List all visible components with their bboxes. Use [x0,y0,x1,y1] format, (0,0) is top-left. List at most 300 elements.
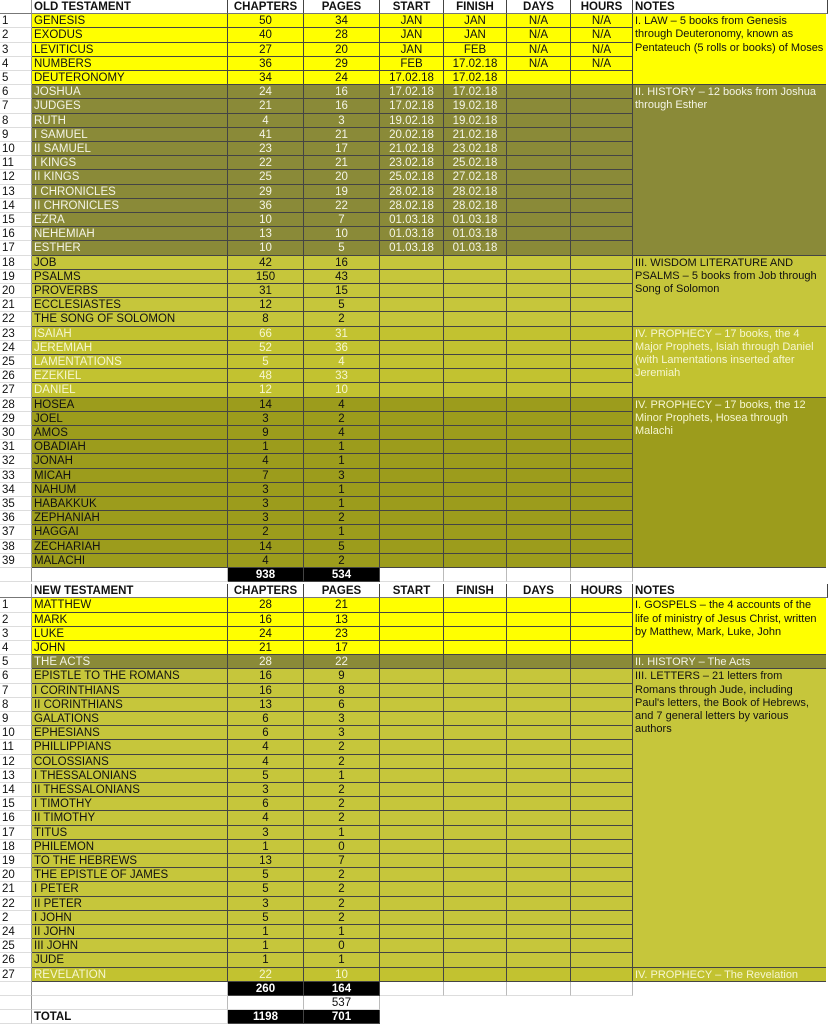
chapter-count[interactable]: 28 [228,598,304,612]
finish-date[interactable]: 19.02.18 [444,99,507,113]
book-name[interactable]: JOSHUA [32,85,228,99]
hours-value[interactable] [571,355,633,369]
page-count[interactable]: 7 [304,213,380,227]
page-count[interactable]: 16 [304,85,380,99]
page-count[interactable]: 1 [304,483,380,497]
finish-date[interactable]: 23.02.18 [444,142,507,156]
start-date[interactable] [380,298,444,312]
start-date[interactable] [380,497,444,511]
book-name[interactable]: MATTHEW [32,598,228,612]
chapter-count[interactable]: 40 [228,28,304,42]
hours-value[interactable] [571,383,633,397]
page-count[interactable]: 10 [304,968,380,982]
book-name[interactable]: MALACHI [32,554,228,568]
chapter-count[interactable]: 4 [228,554,304,568]
hours-value[interactable] [571,227,633,241]
book-name[interactable]: JUDE [32,953,228,967]
book-name[interactable]: II CHRONICLES [32,199,228,213]
days-value[interactable] [507,341,571,355]
start-date[interactable]: 01.03.18 [380,227,444,241]
book-name[interactable]: PHILLIPPIANS [32,740,228,754]
finish-date[interactable] [444,897,507,911]
finish-date[interactable] [444,655,507,669]
page-count[interactable]: 22 [304,199,380,213]
finish-date[interactable] [444,740,507,754]
days-value[interactable] [507,811,571,825]
hours-value[interactable] [571,953,633,967]
finish-date[interactable] [444,939,507,953]
hours-value[interactable] [571,142,633,156]
days-value[interactable] [507,684,571,698]
finish-date[interactable] [444,469,507,483]
start-date[interactable] [380,968,444,982]
chapter-count[interactable]: 22 [228,968,304,982]
book-name[interactable]: II PETER [32,897,228,911]
finish-date[interactable]: JAN [444,14,507,28]
hours-value[interactable] [571,826,633,840]
book-name[interactable]: II CORINTHIANS [32,698,228,712]
page-count[interactable]: 8 [304,684,380,698]
start-date[interactable] [380,454,444,468]
hours-value[interactable] [571,882,633,896]
finish-date[interactable] [444,483,507,497]
book-name[interactable]: HABAKKUK [32,497,228,511]
hours-value[interactable] [571,627,633,641]
start-date[interactable]: JAN [380,43,444,57]
chapter-count[interactable]: 41 [228,128,304,142]
page-count[interactable]: 7 [304,854,380,868]
hours-value[interactable] [571,698,633,712]
book-name[interactable]: JUDGES [32,99,228,113]
chapter-count[interactable]: 2 [228,525,304,539]
start-date[interactable] [380,270,444,284]
finish-date[interactable] [444,882,507,896]
page-count[interactable]: 10 [304,227,380,241]
days-value[interactable] [507,369,571,383]
finish-date[interactable] [444,953,507,967]
chapter-count[interactable]: 6 [228,726,304,740]
start-date[interactable] [380,641,444,655]
finish-date[interactable]: 01.03.18 [444,213,507,227]
chapter-count[interactable]: 10 [228,213,304,227]
hours-value[interactable] [571,511,633,525]
page-count[interactable]: 2 [304,897,380,911]
chapter-count[interactable]: 12 [228,298,304,312]
book-name[interactable]: JEREMIAH [32,341,228,355]
page-count[interactable]: 5 [304,241,380,255]
days-value[interactable] [507,440,571,454]
book-name[interactable]: I KINGS [32,156,228,170]
start-date[interactable] [380,755,444,769]
page-count[interactable]: 3 [304,726,380,740]
days-value[interactable] [507,142,571,156]
finish-date[interactable] [444,627,507,641]
chapter-count[interactable]: 5 [228,882,304,896]
days-value[interactable] [507,270,571,284]
start-date[interactable] [380,726,444,740]
page-count[interactable]: 19 [304,185,380,199]
book-name[interactable]: ZECHARIAH [32,540,228,554]
chapter-count[interactable]: 21 [228,641,304,655]
start-date[interactable] [380,797,444,811]
chapter-count[interactable]: 14 [228,540,304,554]
finish-date[interactable] [444,613,507,627]
book-name[interactable]: PROVERBS [32,284,228,298]
hours-value[interactable] [571,185,633,199]
page-count[interactable]: 1 [304,826,380,840]
page-count[interactable]: 6 [304,698,380,712]
days-value[interactable] [507,840,571,854]
book-name[interactable]: II KINGS [32,170,228,184]
hours-value[interactable] [571,426,633,440]
book-name[interactable]: NEHEMIAH [32,227,228,241]
hours-value[interactable] [571,199,633,213]
days-value[interactable]: N/A [507,14,571,28]
finish-date[interactable] [444,398,507,412]
hours-value[interactable] [571,454,633,468]
chapter-count[interactable]: 13 [228,227,304,241]
start-date[interactable] [380,783,444,797]
start-date[interactable]: 25.02.18 [380,170,444,184]
page-count[interactable]: 2 [304,783,380,797]
finish-date[interactable] [444,369,507,383]
finish-date[interactable] [444,854,507,868]
start-date[interactable] [380,483,444,497]
start-date[interactable] [380,398,444,412]
finish-date[interactable]: 27.02.18 [444,170,507,184]
hours-value[interactable] [571,85,633,99]
finish-date[interactable] [444,755,507,769]
start-date[interactable] [380,627,444,641]
chapter-count[interactable]: 52 [228,341,304,355]
start-date[interactable] [380,327,444,341]
days-value[interactable] [507,769,571,783]
chapter-count[interactable]: 16 [228,669,304,683]
book-name[interactable]: RUTH [32,114,228,128]
chapter-count[interactable]: 3 [228,412,304,426]
start-date[interactable] [380,939,444,953]
days-value[interactable] [507,497,571,511]
page-count[interactable]: 28 [304,28,380,42]
days-value[interactable] [507,726,571,740]
book-name[interactable]: HOSEA [32,398,228,412]
finish-date[interactable] [444,826,507,840]
days-value[interactable] [507,383,571,397]
start-date[interactable]: 28.02.18 [380,199,444,213]
page-count[interactable]: 1 [304,454,380,468]
chapter-count[interactable]: 28 [228,655,304,669]
start-date[interactable] [380,256,444,270]
finish-date[interactable] [444,511,507,525]
chapter-count[interactable]: 14 [228,398,304,412]
chapter-count[interactable]: 42 [228,256,304,270]
page-count[interactable]: 5 [304,298,380,312]
page-count[interactable]: 3 [304,114,380,128]
chapter-count[interactable]: 27 [228,43,304,57]
chapter-count[interactable]: 1 [228,925,304,939]
hours-value[interactable] [571,769,633,783]
chapter-count[interactable]: 5 [228,355,304,369]
book-name[interactable]: ISAIAH [32,327,228,341]
hours-value[interactable] [571,156,633,170]
page-count[interactable]: 16 [304,99,380,113]
book-name[interactable]: I THESSALONIANS [32,769,228,783]
days-value[interactable] [507,911,571,925]
finish-date[interactable] [444,598,507,612]
book-name[interactable]: THE SONG OF SOLOMON [32,312,228,326]
page-count[interactable]: 1 [304,925,380,939]
days-value[interactable] [507,170,571,184]
finish-date[interactable] [444,641,507,655]
chapter-count[interactable]: 1 [228,840,304,854]
book-name[interactable]: EPHESIANS [32,726,228,740]
finish-date[interactable] [444,454,507,468]
chapter-count[interactable]: 5 [228,769,304,783]
finish-date[interactable] [444,712,507,726]
finish-date[interactable] [444,698,507,712]
start-date[interactable] [380,826,444,840]
book-name[interactable]: I PETER [32,882,228,896]
page-count[interactable]: 15 [304,284,380,298]
hours-value[interactable] [571,783,633,797]
hours-value[interactable] [571,868,633,882]
page-count[interactable]: 0 [304,840,380,854]
hours-value[interactable]: N/A [571,57,633,71]
chapter-count[interactable]: 13 [228,854,304,868]
page-count[interactable]: 16 [304,256,380,270]
finish-date[interactable]: 28.02.18 [444,199,507,213]
chapter-count[interactable]: 4 [228,755,304,769]
start-date[interactable]: JAN [380,14,444,28]
book-name[interactable]: THE ACTS [32,655,228,669]
days-value[interactable] [507,797,571,811]
page-count[interactable]: 1 [304,525,380,539]
chapter-count[interactable]: 3 [228,783,304,797]
page-count[interactable]: 24 [304,71,380,85]
days-value[interactable] [507,783,571,797]
chapter-count[interactable]: 150 [228,270,304,284]
start-date[interactable] [380,284,444,298]
hours-value[interactable] [571,641,633,655]
page-count[interactable]: 2 [304,412,380,426]
days-value[interactable] [507,854,571,868]
hours-value[interactable] [571,241,633,255]
days-value[interactable] [507,953,571,967]
finish-date[interactable] [444,298,507,312]
chapter-count[interactable]: 4 [228,454,304,468]
chapter-count[interactable]: 3 [228,511,304,525]
finish-date[interactable]: 17.02.18 [444,57,507,71]
chapter-count[interactable]: 22 [228,156,304,170]
hours-value[interactable] [571,740,633,754]
chapter-count[interactable]: 4 [228,740,304,754]
book-name[interactable]: EZEKIEL [32,369,228,383]
finish-date[interactable] [444,554,507,568]
chapter-count[interactable]: 31 [228,284,304,298]
page-count[interactable]: 34 [304,14,380,28]
days-value[interactable] [507,185,571,199]
hours-value[interactable] [571,939,633,953]
start-date[interactable] [380,369,444,383]
hours-value[interactable] [571,911,633,925]
page-count[interactable]: 5 [304,540,380,554]
page-count[interactable]: 2 [304,312,380,326]
hours-value[interactable] [571,540,633,554]
start-date[interactable]: 01.03.18 [380,241,444,255]
start-date[interactable] [380,525,444,539]
page-count[interactable]: 36 [304,341,380,355]
days-value[interactable] [507,925,571,939]
start-date[interactable] [380,341,444,355]
days-value[interactable] [507,613,571,627]
book-name[interactable]: ESTHER [32,241,228,255]
chapter-count[interactable]: 13 [228,698,304,712]
book-name[interactable]: TITUS [32,826,228,840]
chapter-count[interactable]: 66 [228,327,304,341]
hours-value[interactable]: N/A [571,28,633,42]
finish-date[interactable] [444,840,507,854]
page-count[interactable]: 4 [304,355,380,369]
days-value[interactable] [507,156,571,170]
page-count[interactable]: 2 [304,911,380,925]
book-name[interactable]: THE EPISTLE OF JAMES [32,868,228,882]
page-count[interactable]: 20 [304,43,380,57]
book-name[interactable]: COLOSSIANS [32,755,228,769]
days-value[interactable] [507,826,571,840]
chapter-count[interactable]: 29 [228,185,304,199]
hours-value[interactable] [571,840,633,854]
days-value[interactable] [507,968,571,982]
finish-date[interactable] [444,925,507,939]
finish-date[interactable] [444,383,507,397]
hours-value[interactable] [571,170,633,184]
chapter-count[interactable]: 3 [228,897,304,911]
hours-value[interactable] [571,114,633,128]
finish-date[interactable] [444,669,507,683]
book-name[interactable]: GALATIONS [32,712,228,726]
start-date[interactable] [380,412,444,426]
chapter-count[interactable]: 3 [228,483,304,497]
page-count[interactable]: 2 [304,797,380,811]
hours-value[interactable] [571,213,633,227]
book-name[interactable]: III JOHN [32,939,228,953]
finish-date[interactable]: 19.02.18 [444,114,507,128]
book-name[interactable]: LUKE [32,627,228,641]
page-count[interactable]: 3 [304,712,380,726]
hours-value[interactable] [571,469,633,483]
start-date[interactable] [380,897,444,911]
book-name[interactable]: I TIMOTHY [32,797,228,811]
finish-date[interactable] [444,811,507,825]
page-count[interactable]: 20 [304,170,380,184]
finish-date[interactable] [444,256,507,270]
chapter-count[interactable]: 1 [228,953,304,967]
finish-date[interactable] [444,341,507,355]
finish-date[interactable] [444,769,507,783]
finish-date[interactable] [444,783,507,797]
start-date[interactable] [380,811,444,825]
hours-value[interactable] [571,312,633,326]
page-count[interactable]: 1 [304,440,380,454]
hours-value[interactable] [571,684,633,698]
days-value[interactable] [507,114,571,128]
book-name[interactable]: LEVITICUS [32,43,228,57]
days-value[interactable] [507,740,571,754]
chapter-count[interactable]: 7 [228,469,304,483]
days-value[interactable] [507,669,571,683]
days-value[interactable] [507,412,571,426]
finish-date[interactable]: 25.02.18 [444,156,507,170]
book-name[interactable]: MICAH [32,469,228,483]
hours-value[interactable] [571,440,633,454]
start-date[interactable] [380,598,444,612]
book-name[interactable]: ECCLESIASTES [32,298,228,312]
hours-value[interactable] [571,71,633,85]
page-count[interactable]: 4 [304,426,380,440]
hours-value[interactable] [571,525,633,539]
days-value[interactable] [507,85,571,99]
start-date[interactable] [380,655,444,669]
finish-date[interactable] [444,426,507,440]
hours-value[interactable]: N/A [571,43,633,57]
chapter-count[interactable]: 10 [228,241,304,255]
hours-value[interactable] [571,897,633,911]
days-value[interactable] [507,227,571,241]
page-count[interactable]: 2 [304,882,380,896]
book-name[interactable]: JOHN [32,641,228,655]
page-count[interactable]: 2 [304,811,380,825]
days-value[interactable] [507,355,571,369]
hours-value[interactable] [571,412,633,426]
days-value[interactable] [507,284,571,298]
days-value[interactable] [507,213,571,227]
chapter-count[interactable]: 25 [228,170,304,184]
chapter-count[interactable]: 24 [228,85,304,99]
start-date[interactable] [380,383,444,397]
days-value[interactable] [507,598,571,612]
days-value[interactable] [507,939,571,953]
hours-value[interactable] [571,497,633,511]
hours-value[interactable] [571,483,633,497]
chapter-count[interactable]: 36 [228,57,304,71]
chapter-count[interactable]: 16 [228,613,304,627]
hours-value[interactable] [571,755,633,769]
days-value[interactable] [507,298,571,312]
hours-value[interactable] [571,854,633,868]
book-name[interactable]: II SAMUEL [32,142,228,156]
finish-date[interactable] [444,684,507,698]
book-name[interactable]: JOEL [32,412,228,426]
finish-date[interactable] [444,525,507,539]
book-name[interactable]: I CORINTHIANS [32,684,228,698]
chapter-count[interactable]: 5 [228,868,304,882]
finish-date[interactable] [444,797,507,811]
hours-value[interactable]: N/A [571,14,633,28]
page-count[interactable]: 9 [304,669,380,683]
start-date[interactable] [380,840,444,854]
days-value[interactable] [507,882,571,896]
start-date[interactable]: 20.02.18 [380,128,444,142]
days-value[interactable] [507,641,571,655]
days-value[interactable] [507,469,571,483]
chapter-count[interactable]: 24 [228,627,304,641]
book-name[interactable]: EPISTLE TO THE ROMANS [32,669,228,683]
hours-value[interactable] [571,398,633,412]
finish-date[interactable] [444,284,507,298]
page-count[interactable]: 31 [304,327,380,341]
book-name[interactable]: DANIEL [32,383,228,397]
hours-value[interactable] [571,613,633,627]
